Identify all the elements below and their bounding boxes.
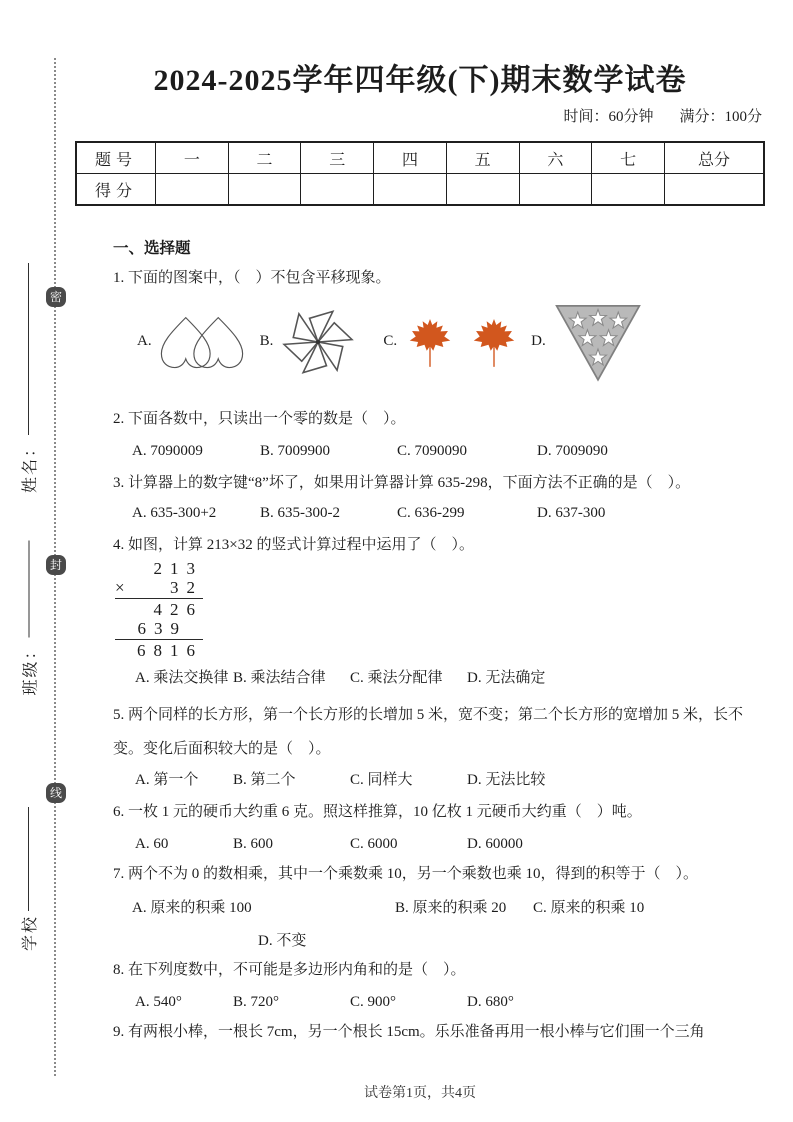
seal-badge-mi: 密 [46, 287, 66, 307]
option: A. 第一个 [135, 772, 199, 788]
question-7-options-row1 [75, 896, 765, 917]
option: C. 乘法分配律 [350, 670, 443, 686]
student-name-field [17, 243, 39, 493]
question-1-text: 1. 下面的图案中，（ ）不包含平移现象。 [113, 270, 391, 286]
option: B. 600 [233, 836, 274, 852]
question-4-options [75, 668, 765, 688]
option: B. 635-300-2 [260, 505, 340, 521]
main-content [75, 55, 765, 1042]
option: B. 原来的积乘 20 [395, 900, 507, 916]
score-cell-empty [228, 174, 301, 206]
option: A. 540° [135, 994, 182, 1010]
question-8-text: 8. 在下列度数中，不可能是多边形内角和的是（ ）。 [113, 962, 466, 978]
school-label: 学校 [21, 914, 39, 951]
option: D. 无法比较 [467, 772, 546, 788]
score-table [75, 141, 765, 206]
full-score: 满分：100分 [679, 109, 762, 125]
multiplier-row [115, 578, 203, 597]
score-cell-empty [592, 174, 665, 206]
class-blank-line [28, 541, 30, 638]
question-6-text: 6. 一枚 1 元的硬币大约重 6 克。照这样推算，10 亿枚 1 元硬币大约重（ ）吨。 [113, 804, 642, 820]
page-title: 2024-2025学年四年级(下)期末数学试卷 [153, 64, 687, 97]
option-a-label: A. [137, 333, 152, 349]
maple-leaf-icon [407, 309, 453, 375]
option: A. 7090009 [132, 443, 203, 459]
col-3: 三 [301, 142, 374, 174]
option: C. 900° [350, 994, 397, 1010]
question-7-text: 7. 两个不为 0 的数相乘，其中一个乘数乘 10，另一个乘数也乘 10，得到的积等于（ ）。 [113, 866, 699, 882]
option: B. 7009900 [260, 443, 331, 459]
seal-badge-xian: 线 [46, 783, 66, 803]
col-6: 六 [519, 142, 592, 174]
option-d-label: D. [531, 333, 546, 349]
score-cell-empty [156, 174, 229, 206]
question-8-options [75, 992, 765, 1012]
score-row-label: 得分 [76, 174, 156, 206]
col-2: 二 [228, 142, 301, 174]
score-cell-empty [519, 174, 592, 206]
col-7: 七 [592, 142, 665, 174]
score-cell-empty [301, 174, 374, 206]
rule-line [115, 598, 203, 599]
multiplicand: 213 [153, 559, 203, 578]
option: D. 60000 [467, 836, 523, 852]
option: D. 637-300 [537, 505, 606, 521]
option: D. 680° [467, 994, 514, 1010]
student-school-field [17, 791, 39, 951]
exam-meta [75, 105, 765, 126]
name-label: 姓名： [21, 438, 39, 493]
question-1-figures [75, 294, 765, 389]
question-9-text: 9. 有两根小棒，一根长 7cm，另一个根长 15cm。乐乐准备再用一根小棒与它们围一个三角 [113, 1024, 705, 1040]
question-3-options [75, 503, 765, 523]
option: B. 720° [233, 994, 280, 1010]
partial-product-1: 426 [153, 600, 203, 619]
option: C. 636-299 [397, 505, 465, 521]
score-table-score-row [76, 174, 764, 206]
score-cell-empty [374, 174, 447, 206]
product: 6816 [137, 641, 203, 660]
times-sign: × [115, 578, 125, 597]
name-blank-line [27, 263, 29, 435]
question-2-options [75, 441, 765, 461]
option: A. 60 [135, 836, 169, 852]
option: A. 原来的积乘 100 [132, 900, 252, 916]
triangle-with-stars-figure [554, 302, 642, 382]
option: D. 不变 [258, 933, 307, 949]
option: C. 同样大 [350, 772, 413, 788]
pinwheel-figure [279, 298, 357, 386]
col-4: 四 [374, 142, 447, 174]
page-footer: 试卷第1页，共4页 [364, 1086, 476, 1101]
option: C. 7090090 [397, 443, 468, 459]
partial-product-2: 639 [137, 619, 187, 638]
option: B. 乘法结合律 [233, 670, 326, 686]
time-limit: 时间：60分钟 [563, 109, 654, 125]
option: C. 6000 [350, 836, 398, 852]
option-c-label: C. [383, 333, 398, 349]
option: A. 635-300+2 [132, 505, 217, 521]
question-6-options [75, 834, 765, 854]
multiplier: 32 [170, 578, 203, 597]
section-1-title: 一、选择题 [113, 240, 191, 257]
score-table-header-row [76, 142, 764, 174]
class-label: 班级： [22, 641, 39, 696]
seal-badge-feng: 封 [46, 555, 66, 575]
score-cell-empty [665, 174, 765, 206]
student-class-field [18, 541, 40, 696]
score-table-corner: 题号 [76, 142, 156, 174]
question-2-text: 2. 下面各数中，只读出一个零的数是（ ）。 [113, 411, 406, 427]
question-4-text: 4. 如图，计算 213×32 的竖式计算过程中运用了（ ）。 [113, 537, 474, 553]
option: D. 无法确定 [467, 670, 546, 686]
option: C. 原来的积乘 10 [533, 900, 645, 916]
option: D. 7009090 [537, 443, 608, 459]
question-3-text: 3. 计算器上的数字键“8”坏了，如果用计算器计算 635-298，下面方法不正确的是（ ）。 [113, 475, 691, 491]
col-total: 总分 [665, 142, 765, 174]
option-b-label: B. [259, 333, 274, 349]
option: B. 第二个 [233, 772, 296, 788]
question-5-options [75, 770, 765, 790]
question-7-options-row2 [75, 929, 765, 950]
overlapping-hearts-figure [158, 313, 246, 371]
vertical-multiplication [115, 559, 203, 660]
school-blank-line [27, 807, 29, 911]
rule-line [115, 639, 203, 640]
maple-leaf-icon [471, 309, 517, 375]
score-cell-empty [446, 174, 519, 206]
col-5: 五 [446, 142, 519, 174]
option: A. 乘法交换律 [135, 670, 229, 686]
question-5-text: 5. 两个同样的长方形，第一个长方形的长增加 5 米，宽不变；第二个长方形的宽增加 5 米，长不变。变化后面积较大的是（ ）。 [113, 707, 744, 757]
col-1: 一 [156, 142, 229, 174]
